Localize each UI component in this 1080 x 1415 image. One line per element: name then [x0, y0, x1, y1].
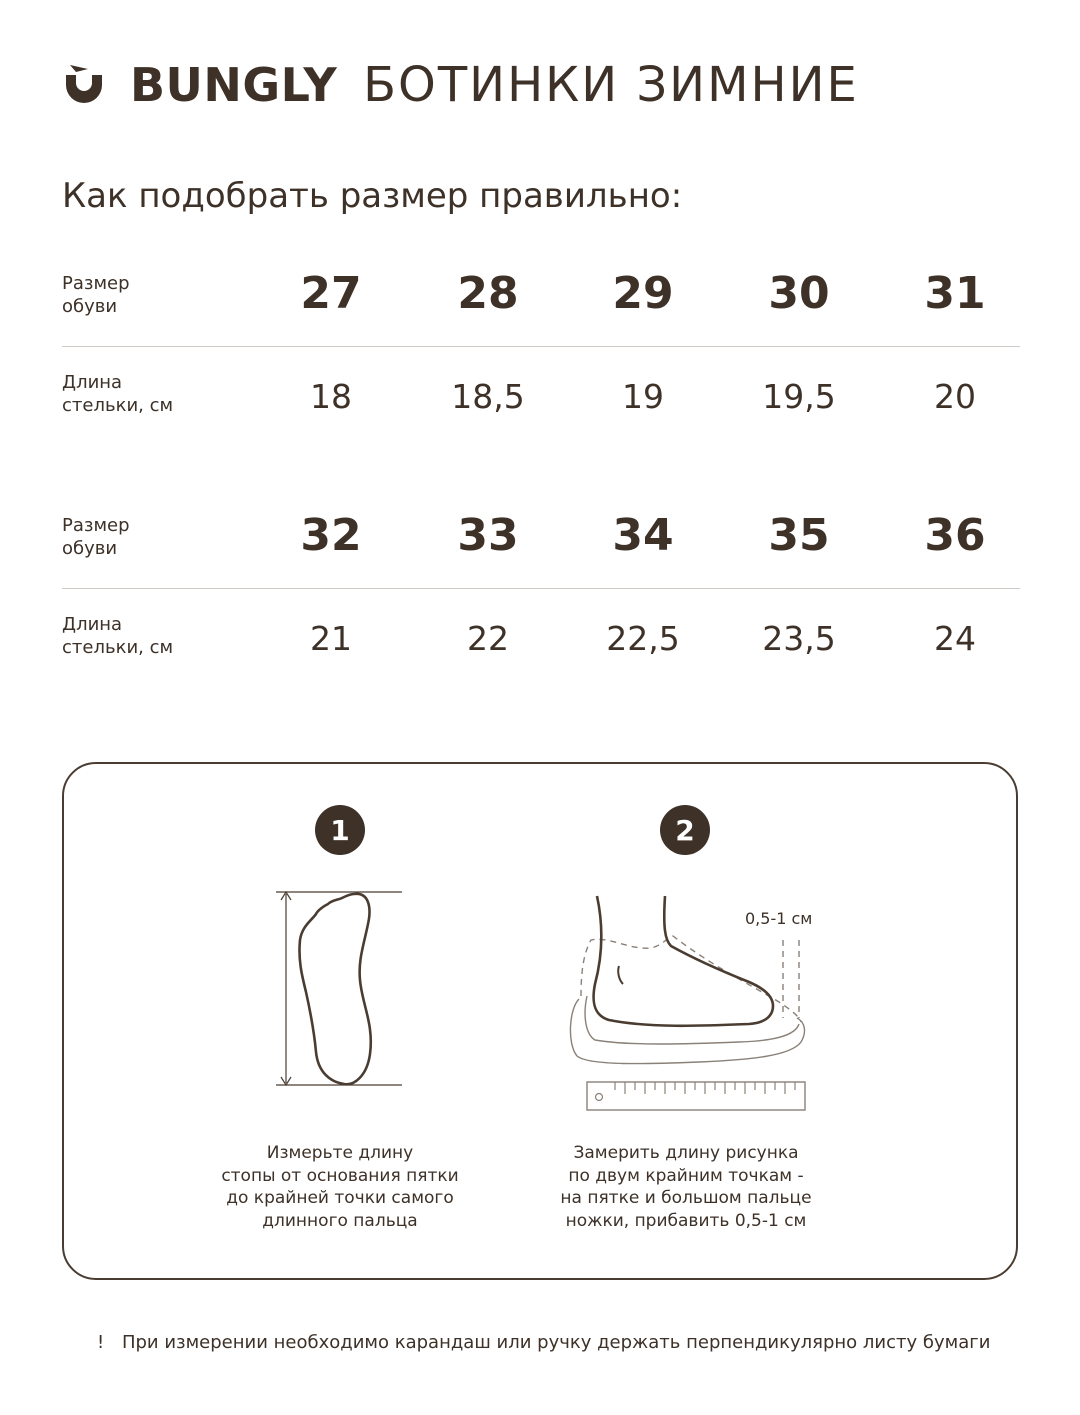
size-table-group-2 — [62, 498, 1020, 679]
length-cell: 18,5 — [451, 377, 525, 416]
size-cell: 35 — [768, 510, 830, 561]
size-label: Размер обуви — [62, 273, 130, 317]
note-text: При измерении необходимо карандаш или ручку держать перпендикулярно листу бумаги — [121, 1332, 991, 1353]
length-cell: 21 — [310, 619, 352, 658]
length-cell: 23,5 — [762, 619, 836, 658]
step-1-text: Измерьте длину стопы от основания пятки до крайней точки самого длинного пальца — [221, 1143, 459, 1231]
warning-mark: ! — [97, 1332, 105, 1353]
length-row — [62, 589, 1020, 679]
instructions-panel — [62, 762, 1018, 1280]
length-cell: 19 — [622, 377, 664, 416]
size-label: Размер обуви — [62, 515, 130, 559]
header — [62, 58, 859, 112]
length-cell: 24 — [934, 619, 976, 658]
size-cell: 28 — [457, 268, 519, 319]
step-2-badge: 2 — [660, 805, 710, 855]
step-1-badge: 1 — [315, 805, 365, 855]
length-label: Длина стельки, см — [62, 614, 174, 658]
size-cell: 36 — [924, 510, 986, 561]
step-2-text: Замерить длину рисунка по двум крайним точкам - на пятке и большом пальце ножки, прибавить 0,5-1 см — [560, 1143, 812, 1231]
range-label: 0,5-1 см — [745, 909, 813, 928]
length-label: Длина стельки, см — [62, 372, 174, 416]
length-cell: 22 — [467, 619, 509, 658]
foot-measure-icon — [264, 884, 414, 1094]
length-row — [62, 347, 1020, 437]
size-cell: 33 — [457, 510, 519, 561]
subtitle: Как подобрать размер правильно: — [62, 176, 683, 216]
foot-in-shoe-ruler-icon — [559, 884, 839, 1114]
bungly-logo-icon — [62, 63, 106, 107]
size-table-group-1 — [62, 256, 1020, 437]
length-cell: 20 — [934, 377, 976, 416]
footer-note — [97, 1332, 990, 1353]
size-cell: 30 — [768, 268, 830, 319]
page-title: БОТИНКИ ЗИМНИЕ — [363, 57, 859, 113]
length-cell: 19,5 — [762, 377, 836, 416]
size-cell: 27 — [300, 268, 362, 319]
length-cell: 22,5 — [606, 619, 680, 658]
brand-name: BUNGLY — [130, 58, 338, 112]
size-cell: 31 — [924, 268, 986, 319]
size-cell: 32 — [300, 510, 362, 561]
size-cell: 34 — [612, 510, 674, 561]
length-cell: 18 — [310, 377, 352, 416]
size-row — [62, 256, 1020, 346]
size-row — [62, 498, 1020, 588]
size-cell: 29 — [612, 268, 674, 319]
